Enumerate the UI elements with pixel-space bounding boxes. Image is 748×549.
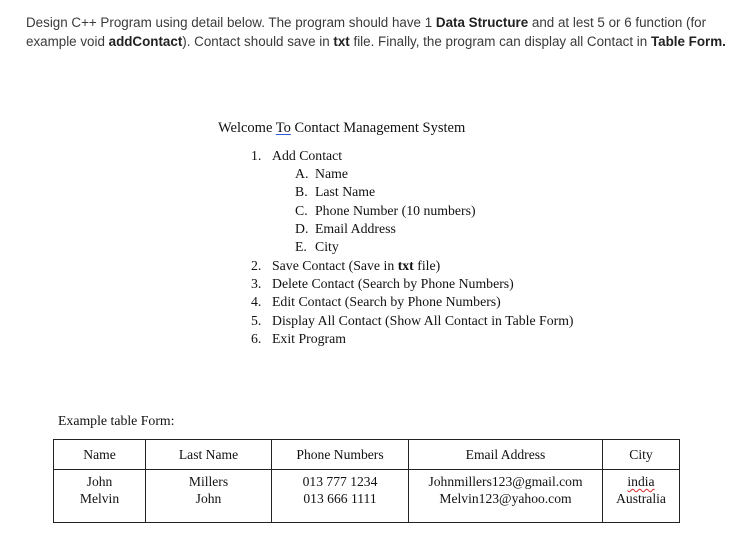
table-cell-value: 013 777 1234 — [302, 474, 378, 489]
menu-item-number: 5. — [251, 313, 262, 328]
table-cell-value: John — [86, 474, 113, 489]
table-cell-value: Johnmillers123@gmail.com — [428, 474, 583, 489]
table-cell-email — [409, 470, 603, 523]
menu-title — [218, 120, 465, 137]
table-cell-name — [54, 470, 146, 523]
table-cell-phone — [272, 470, 409, 523]
submenu-letter: C. — [295, 203, 308, 218]
submenu-label: City — [315, 239, 339, 254]
prompt-bold-addcontact: addContact — [108, 33, 183, 49]
menu-item-label-pre: Save Contact (Save in — [272, 258, 398, 273]
prompt-bold-data-structure: Data Structure — [435, 15, 529, 30]
table-header-name: Name — [54, 440, 146, 470]
menu-item-label: Delete Contact (Search by Phone Numbers) — [272, 276, 514, 291]
question-prompt — [26, 14, 726, 51]
menu-item-label-bold: txt — [397, 258, 414, 273]
prompt-bold-table-form: Table Form. — [650, 33, 726, 49]
table-header-row — [54, 440, 680, 470]
menu-item-number: 4. — [251, 294, 262, 309]
example-table-label: Example table Form: — [58, 413, 175, 428]
table-header-email: Email Address — [409, 440, 603, 470]
welcome-post: Contact Management System — [290, 120, 466, 136]
submenu-label: Last Name — [315, 184, 376, 199]
table-cell-value: Australia — [616, 491, 666, 506]
welcome-to: To — [275, 120, 291, 136]
submenu-letter: A. — [295, 166, 309, 181]
welcome-pre: Welcome — [218, 120, 276, 136]
table-header-city: City — [603, 440, 680, 470]
table-cell-value: Melvin123@yahoo.com — [439, 491, 572, 506]
submenu-label: Phone Number (10 numbers) — [315, 203, 476, 218]
menu-item-label: Display All Contact (Show All Contact in Table Form) — [272, 313, 574, 328]
table-body-row — [54, 470, 680, 523]
table-cell-city — [603, 470, 680, 523]
submenu-letter: E. — [295, 239, 307, 254]
table-cell-value: Millers — [188, 474, 229, 489]
table-cell-value: Melvin — [79, 491, 120, 506]
menu-item-label-post: file) — [413, 258, 441, 273]
prompt-text-1: Design C++ Program using detail below. The program should have 1 — [26, 15, 436, 30]
prompt-text-3: ). Contact should save in — [182, 33, 334, 49]
menu-item-number: 1. — [251, 148, 262, 163]
menu-item-number: 2. — [251, 258, 262, 273]
table-header-last-name: Last Name — [146, 440, 272, 470]
example-contact-table — [53, 439, 680, 523]
table-cell-value: 013 666 1111 — [303, 491, 377, 506]
submenu-letter: B. — [295, 184, 308, 199]
table-cell-last-name — [146, 470, 272, 523]
menu-item-number: 3. — [251, 276, 262, 291]
table-cell-value: John — [195, 491, 222, 506]
table-header-phone: Phone Numbers — [272, 440, 409, 470]
menu-item-label: Add Contact — [272, 148, 343, 163]
menu-item-number: 6. — [251, 331, 262, 346]
submenu-letter: D. — [295, 221, 309, 236]
menu-item-label — [272, 258, 440, 274]
menu-item-label: Exit Program — [272, 331, 346, 346]
prompt-text-4: file. Finally, the program can display all Contact in — [349, 33, 651, 49]
submenu-label: Email Address — [315, 221, 396, 236]
menu-item-label: Edit Contact (Search by Phone Numbers) — [272, 294, 501, 309]
prompt-bold-txt: txt — [333, 33, 350, 49]
submenu-label: Name — [315, 166, 348, 181]
table-cell-value: india — [627, 474, 655, 489]
prompt-text-2: and at lest 5 or 6 function (for example void — [26, 15, 707, 49]
